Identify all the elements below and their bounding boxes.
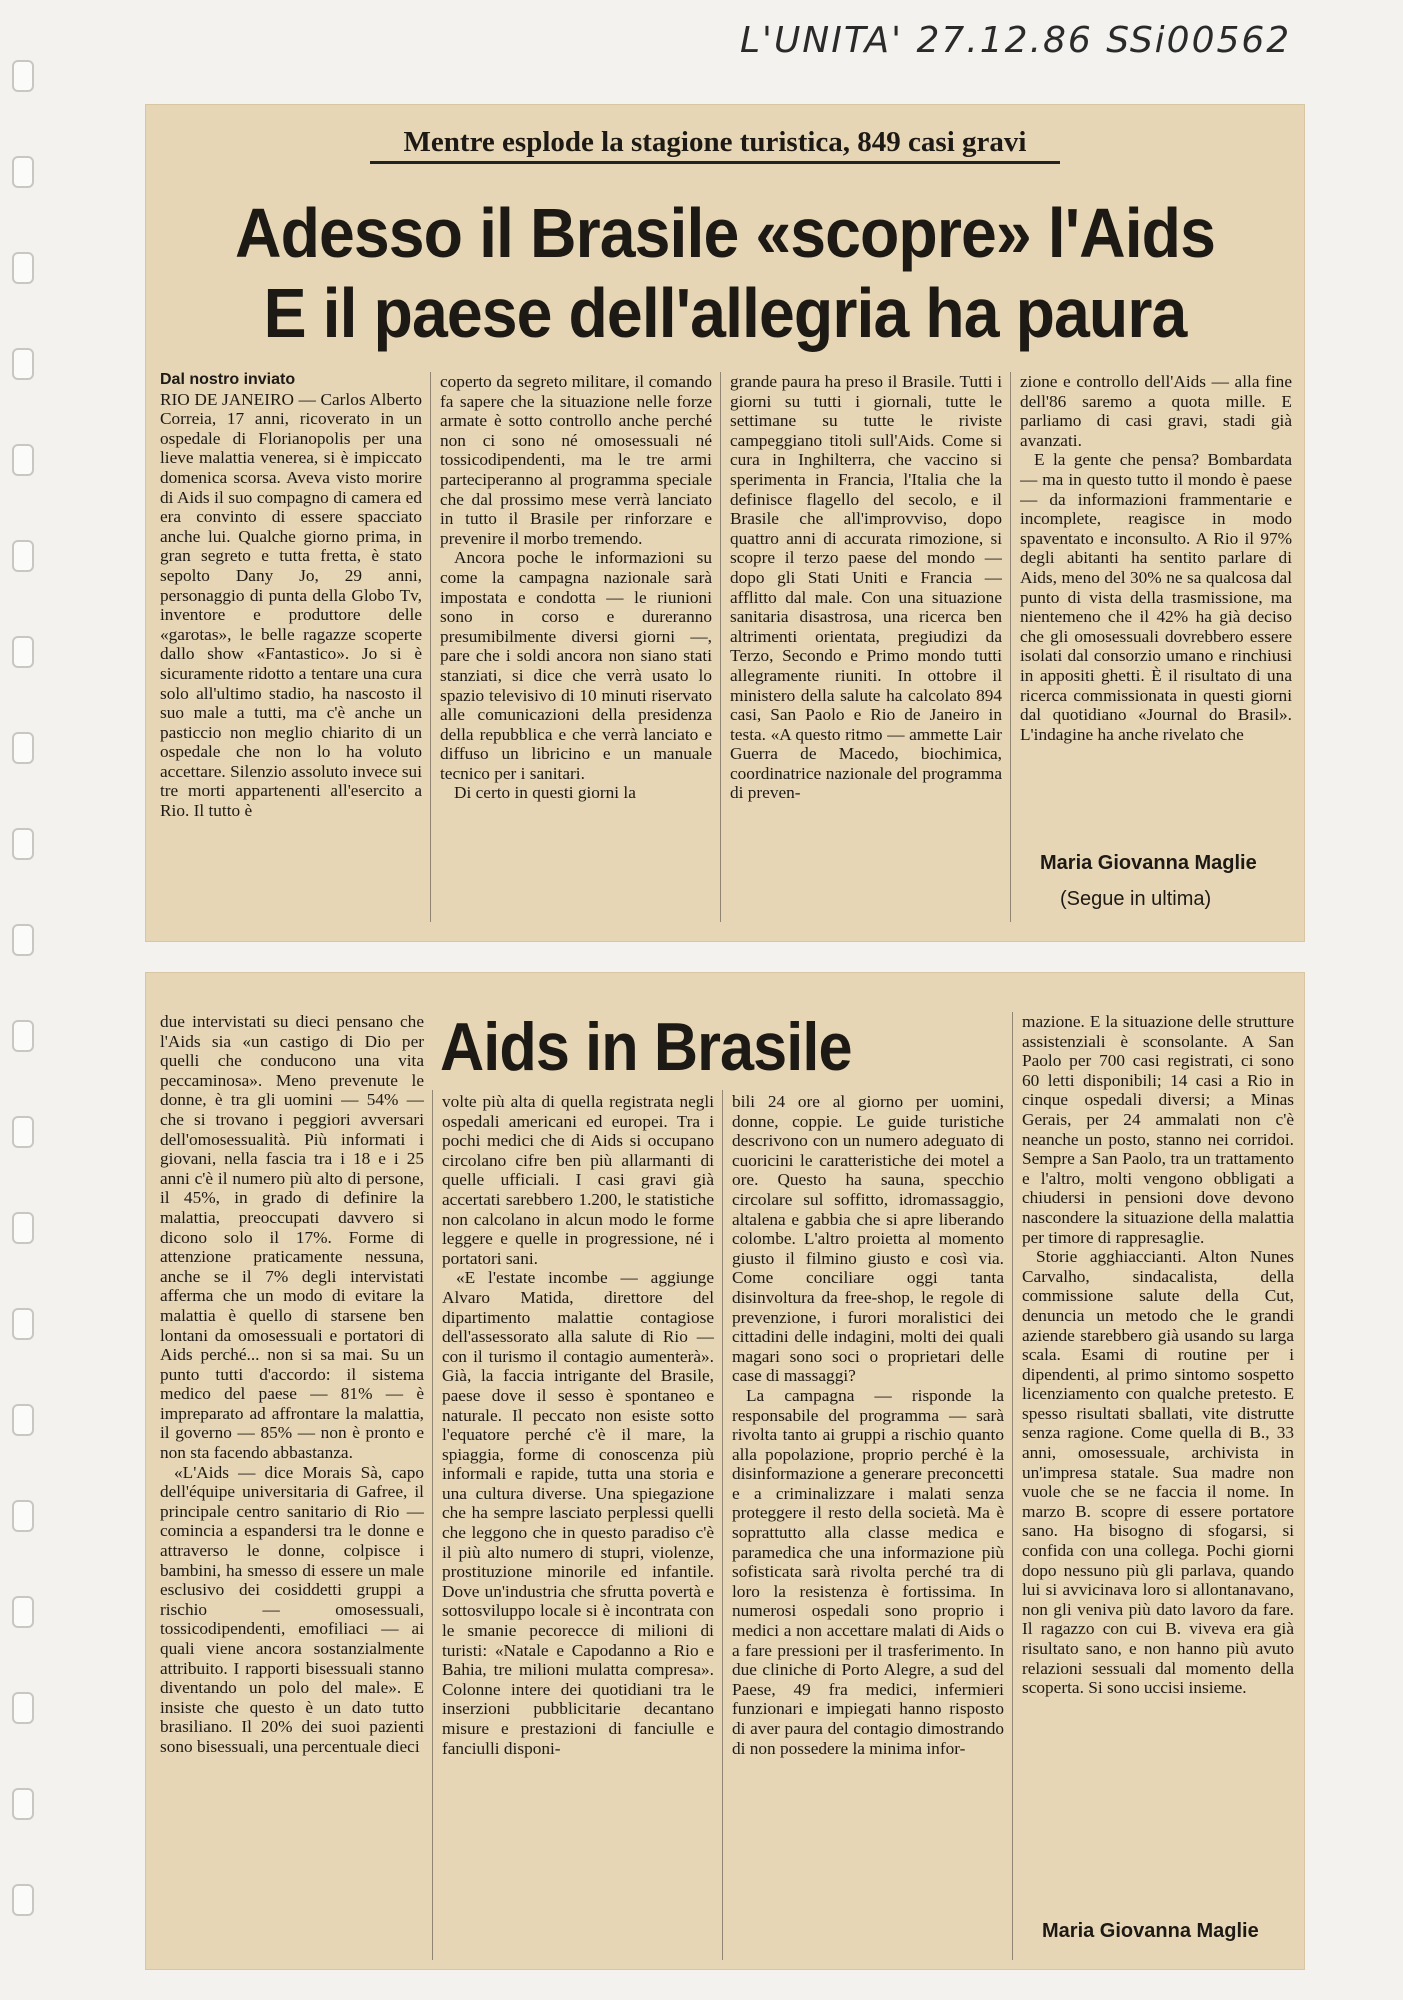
article2-column-1	[160, 1012, 424, 1964]
headline-line2: E il paese dell'allegria ha paura	[263, 274, 1187, 352]
article2-column-3	[732, 1092, 1004, 1964]
article2-signature: Maria Giovanna Maglie	[1042, 1920, 1259, 1942]
paragraph: bili 24 ore al giorno per uomini, donne, coppie. Le guide turistiche descrivono con un numero adeguato di cuoricini le caratteristiche dei motel a ore. Questo ha sauna, specchio circolare sul soffitto, idromassaggio, altalena e gabbia che si apre liberando colombe. L'altro proietta al momento giusto il filmino giusto e così via. Come conciliare oggi tanta disinvoltura da free-shop, le regole di prevenzione, i furori moralistici dei cittadini delle indagini, molti dei quali magari sono soci o proprietari delle case di massaggi?	[732, 1092, 1004, 1386]
paragraph: coperto da segreto militare, il comando fa sapere che la situazione nelle forze armate è sotto controllo anche perché non ci sono né omosessuali né tossicodipendenti, ma le tre armi parteciperanno al programma speciale che dal prossimo mese verrà lanciato in tutto il Brasile per rinforzare e prevenire il morbo tremendo.	[440, 372, 712, 548]
binder-hole	[12, 1116, 34, 1148]
column-rule	[720, 372, 721, 922]
paragraph: volte più alta di quella registrata negli ospedali americani ed europei. Tra i pochi medici che di Aids si occupano circolano cifre ben più allarmanti di quelle ufficiali. I casi gravi già accertati sarebbero 1.200, le statistiche non calcolano in alcun modo le forme leggere e quelle in progressione, né i portatori sani.	[442, 1092, 714, 1268]
column-rule	[1010, 372, 1011, 922]
binder-hole	[12, 156, 34, 188]
binder-hole	[12, 1884, 34, 1916]
dateline: Dal nostro inviato	[160, 371, 296, 388]
headline-line1: Adesso il Brasile «scopre» l'Aids	[234, 194, 1216, 272]
paragraph: «L'Aids — dice Morais Sà, capo dell'équipe universitaria di Gafree, il principale centro sanitario di Rio — comincia a espandersi tra le donne e attraverso le donne, colpisce i bambini, ha smesso di essere un male esclusivo dei cosiddetti gruppi a rischio — omosessuali, tossicodipendenti, emofiliaci — ai quali viene ancora sostanzialmente attribuito. I rapporti bisessuali stanno diventando un polo del male». E insiste che questo è un dato tutto brasiliano. Il 20% dei suoi pazienti sono bisessuali, una percentuale dieci	[160, 1462, 424, 1756]
column-rule	[722, 1090, 723, 1960]
binder-hole	[12, 1692, 34, 1724]
paragraph: «E l'estate incombe — aggiunge Alvaro Matida, direttore del dipartimento malattie contagiose dell'assessorato alla salute di Rio — con il turismo il contagio aumenterà». Già, la faccia intrigante del Brasile, paese dove il sesso è spontaneo e naturale. Il peccato non esiste sotto l'equatore perché c'è il mare, la spiaggia, forme di conoscenza più informali e rapide, tutta una storia e una cultura diverse. Una spiegazione che ha sempre lasciato perplessi quelli che leggono che in questo paradiso c'è il più alto numero di stupri, violenze, prostituzione minorile ed infantile. Dove un'industria che sfrutta povertà e sottosviluppo locale si è incontrata con le smanie pecorecce di milioni di turisti: «Natale e Capodanno a Rio e Bahia, tre milioni mulatta compresa». Colonne intere dei quotidiani tra le inserzioni pubblicitarie decantano misure e prestazioni di fanciulle e fanciulli disponi-	[442, 1268, 714, 1758]
binder-hole	[12, 252, 34, 284]
kicker: Mentre esplode la stagione turistica, 849 casi gravi	[370, 126, 1060, 164]
article1-signature: Maria Giovanna Maglie	[1040, 852, 1257, 874]
article1-column-1	[160, 370, 422, 930]
binder-hole	[12, 1308, 34, 1340]
continuation-note: (Segue in ultima)	[1060, 888, 1212, 910]
paragraph: grande paura ha preso il Brasile. Tutti i giorni su tutti i giornali, tutte le settimane su tutte le riviste campeggiano titoli sull'Aids. Come si cura in Inghilterra, che vaccino si sperimenta in Francia, l'Italia che la definisce flagello del secolo, e il Brasile che all'improvviso, dopo quattro anni di accurata rimozione, si scopre il terzo paese del mondo — dopo gli Stati Uniti e Francia — afflitto dal male. Con una situazione sanitaria disastrosa, una ricerca ben altrimenti orientata, pregiudizi da Terzo, Secondo e Primo mondo tutti allegramente riuniti. In ottobre il ministero della salute ha calcolato 894 casi, San Paolo e Rio de Janeiro in testa. «A questo ritmo — ammette Lair Guerra de Macedo, biochimica, coordinatrice nazionale del programma di preven-	[730, 372, 1002, 803]
binder-hole	[12, 1500, 34, 1532]
paragraph: La campagna — risponde la responsabile del programma — sarà rivolta tanto ai gruppi a rischio quanto alla popolazione, proprio perché è la disinformazione a generare preconcetti e a criminalizzare i malati senza proteggere il resto della società. Ma è soprattutto alla classe medica e paramedica che una informazione più sofisticata sarà rivolta perché tra di loro la resistenza è fortissima. In numerosi ospedali sono proprio i medici a non accettare malati di Aids o a fare pressioni per il trasferimento. In due cliniche di Porto Alegre, a sud del Paese, 49 fra medici, infermieri funzionari e impiegati hanno risposto di aver paura del contagio dimostrando di non possedere la minima infor-	[732, 1385, 1004, 1758]
binder-hole	[12, 1404, 34, 1436]
binder-hole	[12, 924, 34, 956]
article2-column-4	[1022, 1012, 1294, 1910]
handwritten-archive-note: L'UNITA' 27.12.86 SSi00562	[740, 20, 1292, 61]
article1-column-2	[440, 372, 712, 932]
paragraph: mazione. E la situazione delle strutture assistenziali è sconsolante. A San Paolo per 700 casi registrati, ci sono 60 letti disponibili; 14 casi a Rio in cinque ospedali diversi; a Minas Gerais, per 24 ammalati non c'è neanche un posto, stanno nei corridoi. Sempre a San Paolo, tra un trattamento e l'altro, molti vengono obbligati a chiudersi in pensioni dove devono nascondere la situazione della malattia per timore di rappresaglie.	[1022, 1012, 1294, 1247]
article2-column-2	[442, 1092, 714, 1964]
paragraph: Di certo in questi giorni la	[454, 783, 636, 803]
paragraph: zione e controllo dell'Aids — alla fine dell'86 saremo a quota mille. E parliamo di casi gravi, stadi già avanzati.	[1020, 372, 1292, 450]
binder-hole	[12, 540, 34, 572]
binder-hole	[12, 1788, 34, 1820]
binder-hole	[12, 1020, 34, 1052]
article1-column-3	[730, 372, 1002, 932]
column-rule	[1012, 1012, 1013, 1960]
paragraph: E la gente che pensa? Bombardata — ma in questo tutto il mondo è paese — da informazioni frammentarie e incomplete, reagisce in modo spaventato e inconsulto. A Rio il 97% degli abitanti ha sentito parlare di Aids, meno del 30% ne sa qualcosa dal punto di vista della trasmissione, ma nientemeno che il 42% ha già deciso che gli omosessuali dovrebbero essere isolati dal consorzio umano e rinchiusi in appositi ghetti. È il risultato di una ricerca commissionata in questi giorni dal quotidiano «Journal do Brasil». L'indagine ha anche rivelato che	[1020, 450, 1292, 744]
binder-holes	[12, 60, 42, 1960]
binder-hole	[12, 636, 34, 668]
article1-column-4	[1020, 372, 1292, 842]
binder-hole	[12, 444, 34, 476]
column-rule	[432, 1090, 433, 1960]
column-rule	[430, 372, 431, 922]
binder-hole	[12, 1212, 34, 1244]
binder-hole	[12, 1596, 34, 1628]
article2-headline: Aids in Brasile	[440, 1009, 852, 1085]
binder-hole	[12, 828, 34, 860]
paragraph: due intervistati su dieci pensano che l'Aids sia «un castigo di Dio per quelli che conducono una vita peccaminosa». Meno prevenute le donne, è tra gli uomini — 54% — che si trovano i peggiori avversari dell'omosessualità. Più informati i giovani, nella fascia tra i 18 e i 25 anni c'è il numero più alto di persone, il 45%, in grado di definire la malattia, preoccupati davvero si dicono solo il 17%. Forme di attenzione praticamente nessuna, anche se il 7% degli intervistati afferma che un modo di evitare la malattia è quello di starsene ben lontani da omosessuali e portatori di Aids perché... non si sa mai. Su un punto tutti d'accordo: il sistema medico del paese — 81% — è impreparato ad affrontare la malattia, il governo — 85% — non è pronto e non sta facendo abbastanza.	[160, 1012, 424, 1463]
paragraph: Ancora poche le informazioni su come la campagna nazionale sarà impostata e condotta — le riunioni sono in corso e dureranno presumibilmente diversi giorni —, pare che i soldi ancora non siano stati stanziati, si dice che verrà usato lo spazio televisivo di 10 minuti riservato alle comunicazioni della presidenza della repubblica e che verrà lanciato e diffuso un libricino e un manuale tecnico per i sanitari.	[440, 548, 712, 783]
binder-hole	[12, 60, 34, 92]
binder-hole	[12, 732, 34, 764]
paragraph: Storie agghiaccianti. Alton Nunes Carvalho, sindacalista, della commissione salute della Cut, denuncia un metodo che le grandi aziende starebbero già usando su larga scala. Esami di routine per i dipendenti, al primo sintomo sospetto licenziamento con qualche pretesto. E spesso risultati sballati, vite distrutte senza ragione. Come quella di B., 33 anni, omosessuale, archivista in un'impresa statale. Sua madre non vuole che se ne faccia il nome. In marzo B. scopre di essere portatore sano. Ha bisogno di sfogarsi, si confida con una collega. Pochi giorni dopo nessuno più gli parlava, quando lui si avvicinava loro si allontanavano, non gli veniva più dato lavoro da fare. Il ragazzo con cui B. viveva era già risultato sano, e non hanno più avuto relazioni sessuali dal momento della scoperta. Si sono uccisi insieme.	[1022, 1247, 1294, 1698]
paragraph: RIO DE JANEIRO — Carlos Alberto Correia, 17 anni, ricoverato in un ospedale di Florianopolis per una lieve malattia venerea, si è impiccato domenica scorsa. Aveva visto morire di Aids il suo compagno di camera ed era convinto di essere spacciato anche lui. Qualche giorno prima, in gran segreto e tutta fretta, è stato sepolto Dany Jo, 29 anni, personaggio di punta della Globo Tv, inventore e produttore delle «garotas», le belle ragazze scoperte dallo show «Fantastico». Jo si è sicuramente ridotto a tentare una cura solo all'ultimo stadio, ha nascosto il suo male a tutti, ma c'è anche un pasticcio non meglio chiarito di un ospedale che non lo ha voluto accettare. Silenzio assoluto invece sui tre morti appartenenti all'esercito a Rio. Il tutto è	[160, 389, 422, 821]
binder-hole	[12, 348, 34, 380]
